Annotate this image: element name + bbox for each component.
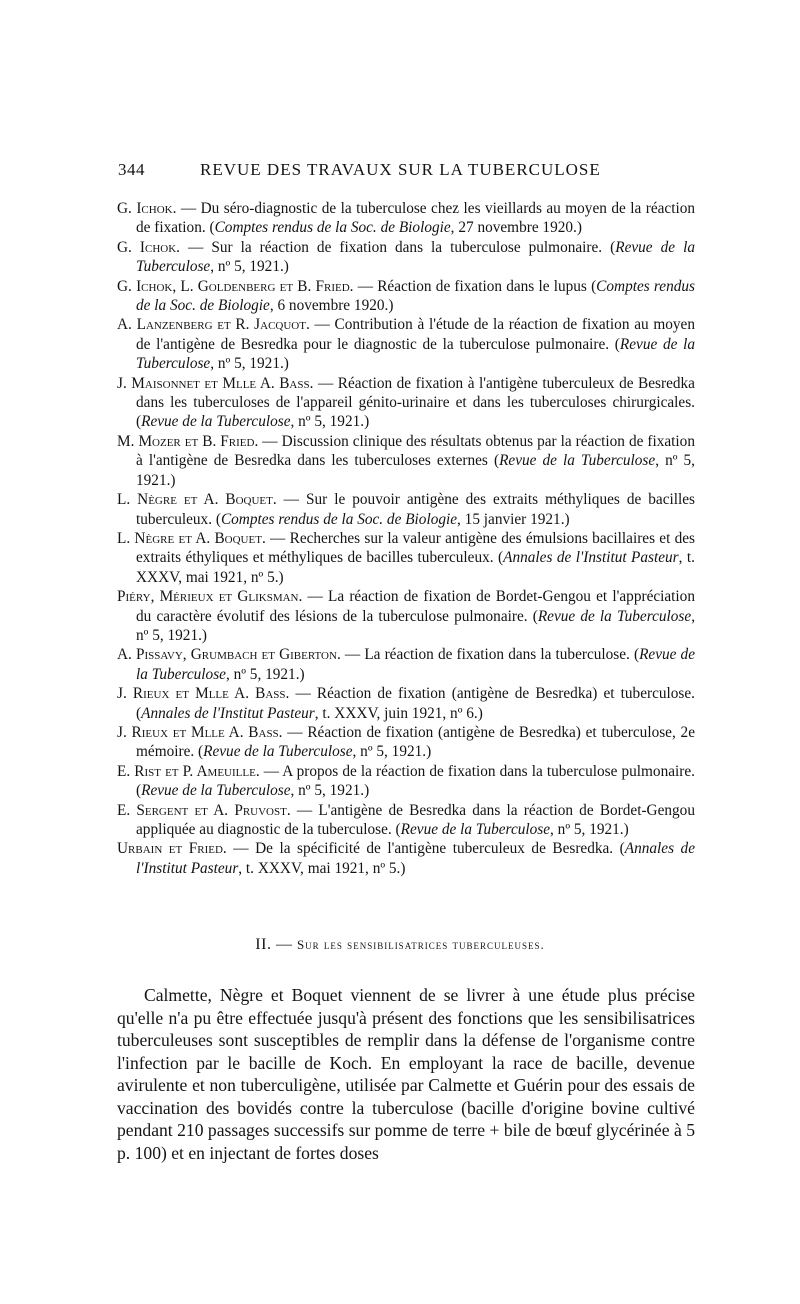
reference-authors: E. Rist et P. Ameuille.	[117, 762, 260, 780]
reference-entry	[117, 374, 695, 432]
reference-list	[117, 199, 695, 878]
reference-entry	[117, 587, 695, 645]
reference-source: Revue de la Tuberculose	[203, 743, 353, 761]
reference-authors: Urbain et Fried.	[117, 840, 227, 858]
reference-text: — Réaction de fixation (antigène de Besredka) et tuberculose, 2e mémoire. (	[136, 723, 695, 761]
reference-entry	[117, 723, 695, 762]
reference-text: — Réaction de fixation (antigène de Besredka) et tuberculose. (	[136, 685, 695, 722]
reference-tail: , nº 5, 1921.)	[290, 413, 370, 431]
reference-source: Revue de la Tuberculose	[141, 782, 291, 800]
reference-tail: , t. XXXV, juin 1921, nº 6.)	[314, 704, 483, 722]
reference-text: — Du séro-diagnostic de la tuberculose chez les vieillards au moyen de la réaction de fixation. (	[136, 200, 695, 237]
reference-entry	[117, 432, 695, 490]
reference-text: — Recherches sur la valeur antigène des émulsions bacillaires et des extraits éthyliques et méthyliques de bacilles tuberculeux. (	[136, 529, 696, 567]
reference-entry	[117, 529, 695, 587]
reference-authors: Piéry, Mérieux et Gliksman.	[117, 588, 303, 606]
reference-source: Revue de la Tuberculose	[537, 607, 692, 625]
reference-authors: G. Ichok.	[117, 238, 180, 256]
reference-text: — Contribution à l'étude de la réaction de fixation au moyen de l'antigène de Besredka pour le diagnostic de la tuberculose pulmonaire. (	[136, 316, 695, 353]
reference-authors: L. Nègre et A. Boquet.	[117, 529, 266, 547]
reference-source: Revue de la Tuberculose	[136, 646, 695, 683]
reference-tail: , 15 janvier 1921.)	[457, 510, 570, 528]
reference-authors: G. Ichok, L. Goldenberg et B. Fried.	[117, 277, 354, 295]
section-number: II. —	[255, 936, 297, 953]
reference-tail: , nº 5, 1921.)	[136, 607, 696, 644]
reference-authors: A. Lanzenberg et R. Jacquot.	[117, 316, 310, 334]
reference-authors: J. Rieux et Mlle A. Bass.	[117, 685, 290, 703]
reference-text: — La réaction de fixation dans la tuberculose. (	[340, 646, 640, 664]
reference-authors: J. Maisonnet et Mlle A. Bass.	[117, 374, 314, 392]
reference-authors: A. Pissavy, Grumbach et Giberton.	[117, 646, 341, 664]
reference-source: Comptes rendus de la Soc. de Biologie	[220, 510, 458, 528]
reference-source: Comptes rendus de la Soc. de Biologie	[136, 277, 695, 315]
reference-entry	[117, 645, 695, 684]
reference-authors: L. Nègre et A. Boquet.	[117, 491, 277, 509]
reference-tail: , 6 novembre 1920.)	[269, 297, 394, 315]
reference-authors: E. Sergent et A. Pruvost.	[117, 801, 291, 819]
reference-entry	[117, 199, 695, 238]
reference-tail: , nº 5, 1921.)	[290, 782, 370, 800]
reference-authors: M. Mozer et B. Fried.	[117, 432, 259, 450]
reference-text: — La réaction de fixation de Bordet-Gengou et l'appréciation du caractère évolutif des lésions de la tuberculose pulmonaire. (	[136, 588, 695, 625]
reference-source: Annales de l'Institut Pasteur	[136, 840, 695, 877]
reference-tail: , t. XXXV, mai 1921, nº 5.)	[136, 549, 695, 586]
reference-tail: , nº 5, 1921.)	[225, 665, 305, 683]
reference-entry	[117, 839, 695, 878]
reference-source: Annales de l'Institut Pasteur	[141, 704, 315, 722]
reference-text: — L'antigène de Besredka dans la réaction de Bordet-Gengou appliquée au diagnostic de la tuberculose. (	[136, 801, 695, 838]
reference-tail: , nº 5, 1921.)	[210, 258, 289, 276]
reference-text: — De la spécificité de l'antigène tuberculeux de Besredka. (	[226, 840, 625, 858]
reference-source: Revue de la Tuberculose	[499, 452, 656, 470]
section-heading	[0, 936, 800, 954]
reference-tail: , nº 5, 1921.)	[210, 355, 289, 373]
reference-text: — A propos de la réaction de fixation dans la tuberculose pulmonaire. (	[136, 762, 695, 800]
reference-tail: , 27 novembre 1920.)	[450, 219, 582, 237]
reference-text: — Sur le pouvoir antigène des extraits méthyliques de bacilles tuberculeux. (	[136, 491, 695, 528]
body-paragraph: Calmette, Nègre et Boquet viennent de se livrer à une étude plus précise qu'elle n'a pu être effectuée jusqu'à présent des fonctions que les sensibilisatrices tuberculeuses sont susceptibles de remplir dans la défense de l'organisme contre l'infection par le bacille de Koch. En employant la race de bacille, devenue avirulente et non tuberculigène, utilisée par Calmette et Guérin pour des essais de vaccination des bovidés contre la tuberculose (bacille d'origine bovine cultivé pendant 210 passages successifs sur pomme de terre + bile de bœuf glycérinée à 5 p. 100) et en injectant de fortes doses	[117, 985, 695, 1163]
reference-entry	[117, 684, 695, 723]
reference-text: — Réaction de fixation dans le lupus (	[353, 277, 597, 295]
reference-entry	[117, 238, 695, 277]
reference-text: — Réaction de fixation à l'antigène tuberculeux de Besredka dans les tuberculoses de l'appareil génito-urinaire et dans les tuberculoses chirurgicales. (	[136, 374, 695, 431]
reference-authors: G. Ichok.	[117, 200, 177, 217]
reference-source: Comptes rendus de la Soc. de Biologie	[214, 219, 451, 237]
reference-authors: J. Rieux et Mlle A. Bass.	[117, 723, 283, 741]
reference-tail: , nº 5, 1921.)	[550, 821, 629, 838]
reference-entry	[117, 801, 695, 840]
reference-text: — Sur la réaction de fixation dans la tuberculose pulmonaire. (	[179, 238, 616, 256]
reference-source: Revue de la Tuberculose	[136, 238, 695, 276]
page-number: 344	[118, 160, 145, 179]
section-title: Sur les sensibilisatrices tuberculeuses.	[296, 937, 545, 952]
running-title: REVUE DES TRAVAUX SUR LA TUBERCULOSE	[200, 160, 601, 179]
reference-tail: , t. XXXV, mai 1921, nº 5.)	[238, 859, 406, 877]
reference-entry	[117, 490, 695, 529]
reference-entry	[117, 315, 695, 373]
reference-source: Revue de la Tuberculose	[141, 413, 291, 431]
reference-entry	[117, 762, 695, 801]
reference-source: Revue de la Tuberculose	[400, 821, 551, 838]
running-header	[118, 160, 696, 184]
reference-text: — Discussion clinique des résultats obtenus par la réaction de fixation à l'antigène de Besredka dans les tuberculoses externes (	[136, 432, 695, 470]
reference-source: Revue de la Tuberculose	[136, 335, 695, 373]
reference-tail: , nº 5, 1921.)	[352, 743, 432, 761]
reference-tail: , nº 5, 1921.)	[136, 452, 696, 489]
reference-source: Annales de l'Institut Pasteur	[503, 549, 679, 567]
reference-entry	[117, 277, 695, 316]
